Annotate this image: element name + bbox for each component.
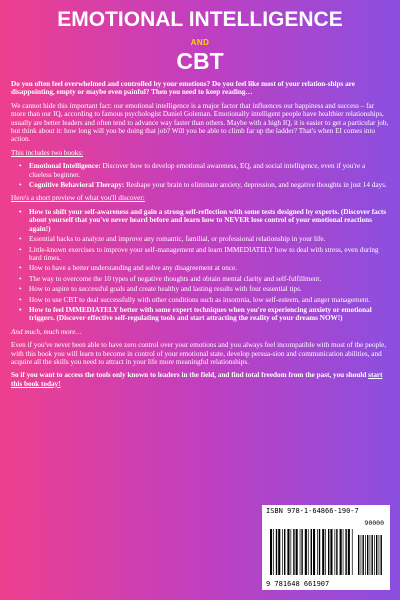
list-item: • How to use CBT to deal successfully with other conditions such as insomnia, low self-esteem, and anger management. [29, 296, 389, 304]
title-line-1: EMOTIONAL INTELLIGENCE [57, 8, 343, 31]
intro-question: Do you often feel overwhelmed and controlled by your emotions? Do you feel like most of your relation-ships are disappointing, empty or maybe even painful? Then you need to keep reading… [11, 80, 355, 97]
closing-text: So if you want to access the tools only known to leaders in the field, and find total freedom from the past, you should [11, 371, 369, 380]
title-line-2: CBT [176, 48, 224, 74]
list-item [29, 162, 389, 179]
list-item: • The way to overcome the 10 types of negative thoughts and obtain mental clarity and self-fulfillment. [29, 275, 389, 283]
title-and: AND [190, 38, 210, 47]
closing-link: start this book today! [11, 371, 383, 388]
list-item: • Little-known exercises to improve your self-management and learn IMMEDIATELY how to deal with stress, even during hard times. [29, 246, 389, 263]
book-text: Reshape your brain to eliminate anxiety, depression, and negative thoughts in just 14 days. [124, 181, 387, 190]
price-code: 90000 [364, 519, 384, 527]
isbn-label: ISBN 978-1-64866-190-7 [266, 507, 359, 515]
list-item: • How to shift your self-awareness and gain a strong self-reflection with some tests designed by experts. (Discover facts about yourself that you've never heard before and learn how to NEVER lose control of your emotional reactions again!) [29, 208, 389, 233]
list-item: • How to feel IMMEDIATELY better with some expert techniques when you're experiencing anxiety or emotional triggers. (Discover effective self-regulating tools and start attracting the reality of your dreams NOW!) [29, 306, 389, 323]
closing-paragraph [11, 371, 389, 388]
list-item: • Essential hacks to analyze and improve any romantic, familial, or professional relationship in your life. [29, 235, 389, 243]
paragraph-2: Even if you've never been able to have zero control over your emotions and you always feel incompatible with most of the people, with this book you will learn to become in control of your emotional state, develop persua-sion and communication abilities, and acquire all the skills you need to attract in your life more meaningful relationships. [11, 341, 387, 366]
books-heading: This includes two books: [11, 148, 84, 157]
and-more: And much, much more… [11, 327, 82, 336]
preview-heading: Here's a short preview of what you'll discover: [11, 194, 145, 203]
book-label: Emotional Intelligence: [29, 162, 101, 171]
isbn-barcode [262, 505, 390, 590]
barcode-digits: 9 781648 661907 [266, 580, 330, 588]
barcode-bars [268, 517, 384, 579]
book-label: Cognitive Behavioral Therapy: [29, 181, 125, 190]
books-list [11, 162, 389, 189]
back-cover-text [11, 80, 389, 393]
paragraph-1: We cannot hide this important fact: our emotional intelligence is a major factor that influences our happiness and success – far more than our IQ, according to famous psychologist Daniel Goleman. Emotionally intelligent people have healthier relationships, usually are better leaders and often tend to advance way faster than others. Maybe with a high IQ, it is easier to get a particular job, but think about it: how long will you be doing that job? Will you be able to climb far up the ladder? That's when EI comes into action. [11, 101, 389, 144]
list-item [29, 181, 389, 189]
book-text: Discover how to develop emotional awareness, EQ, and social intelligence, even if you're a clueless beginner. [29, 162, 366, 179]
list-item: • How to have a better understanding and solve any disagreement at once. [29, 264, 389, 272]
preview-list [11, 208, 389, 323]
list-item: • How to aspire to successful goals and create healthy and lasting results with four essential tips. [29, 285, 389, 293]
